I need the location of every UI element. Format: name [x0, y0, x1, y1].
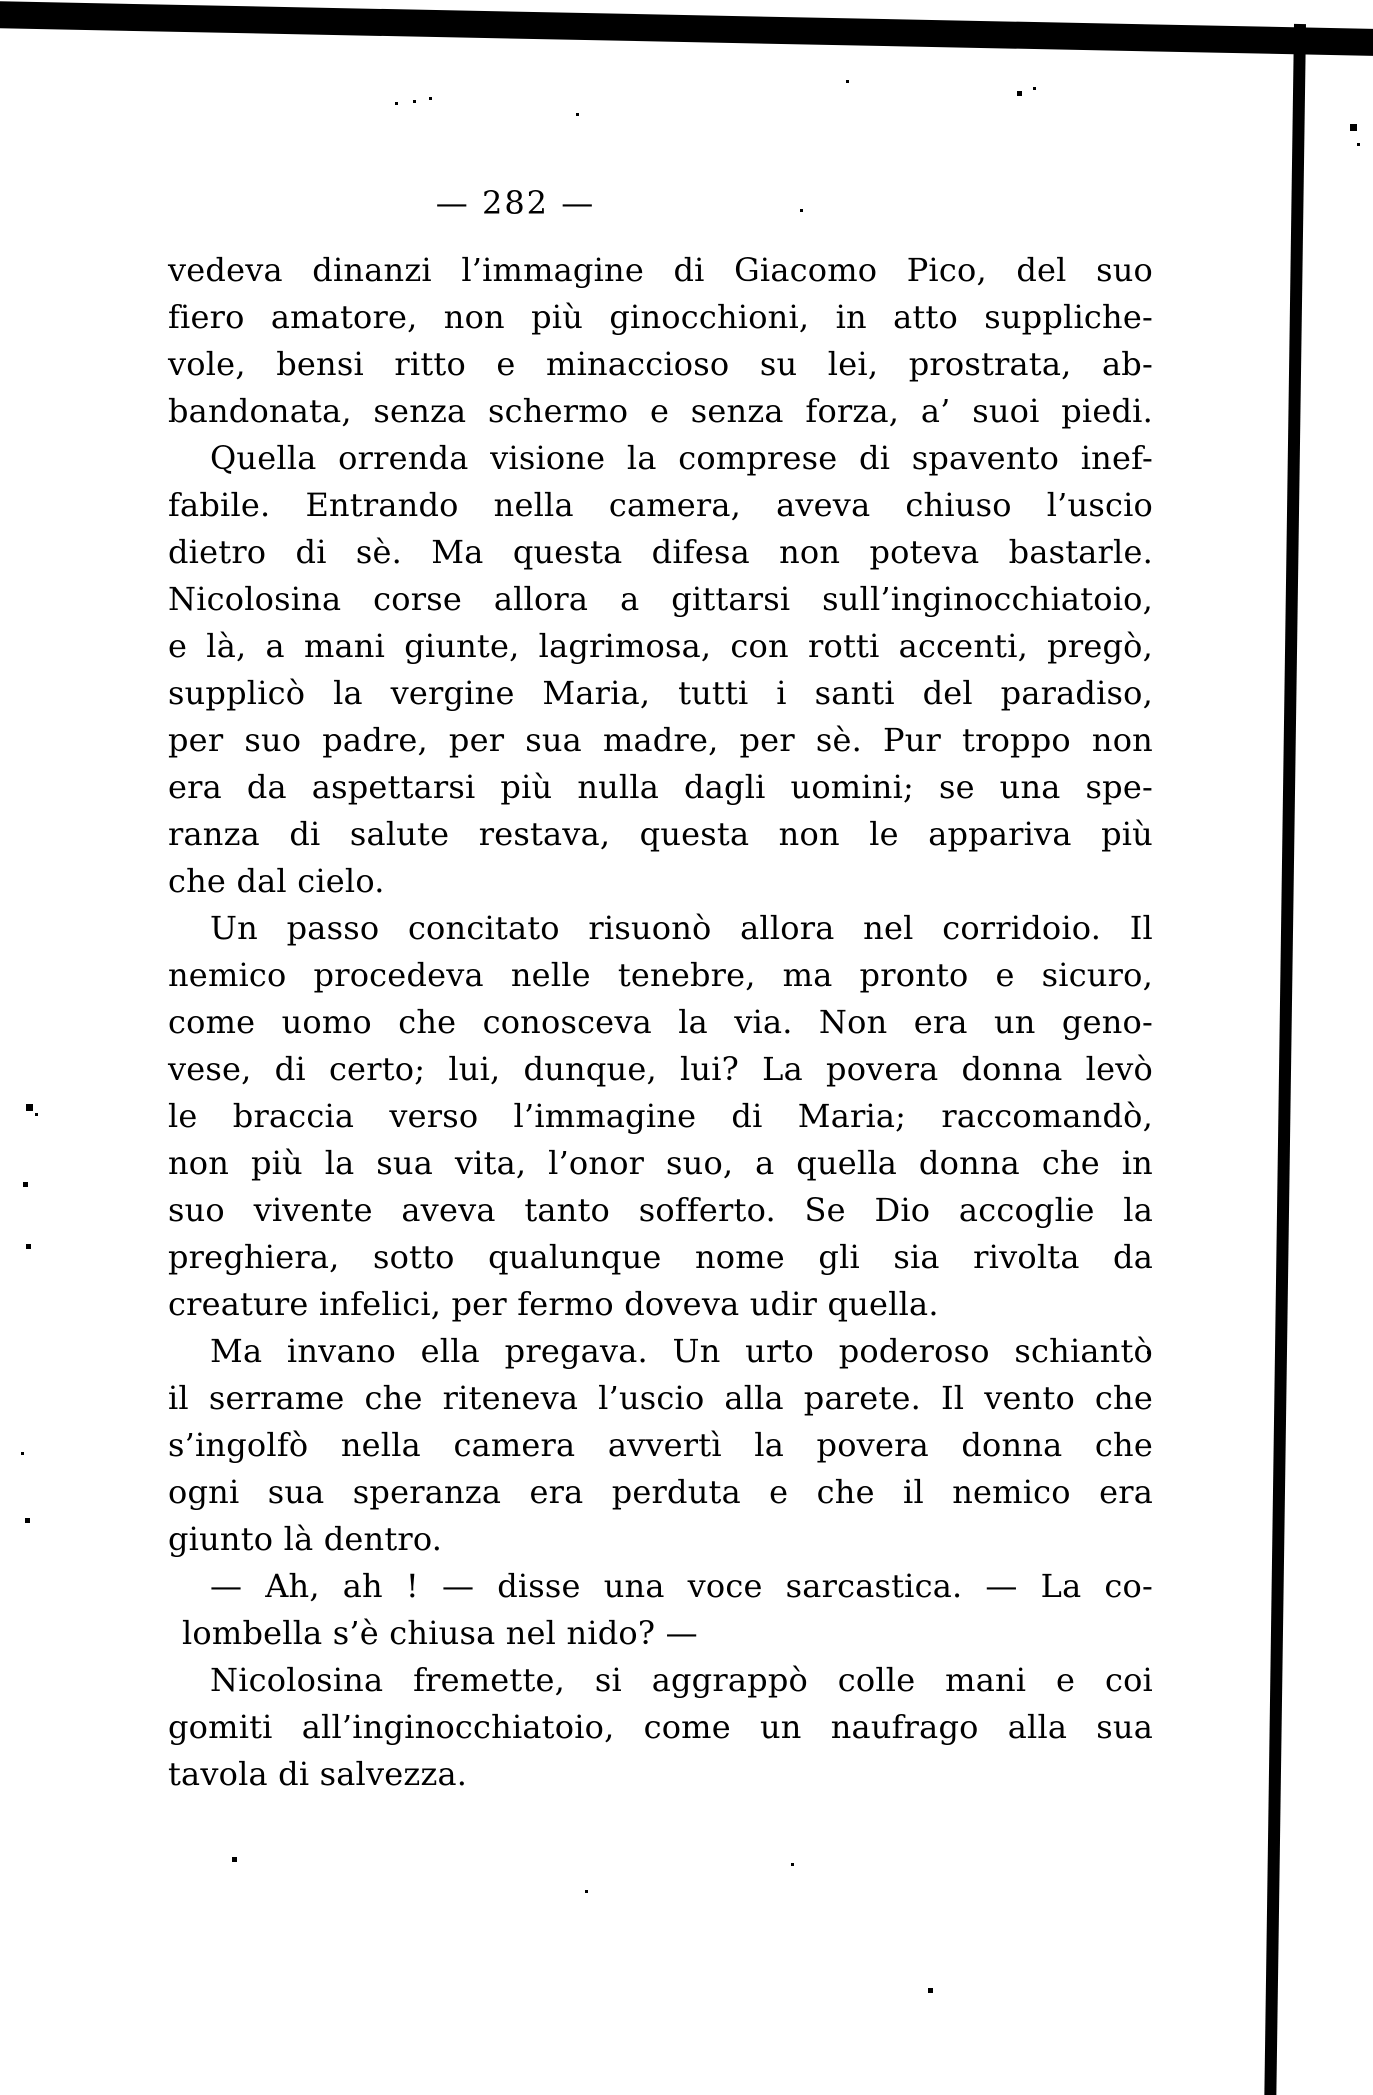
text-line: dietro di sè. Ma questa difesa non poteva bastarle. — [168, 533, 1153, 571]
text-line: fabile. Entrando nella camera, aveva chiuso l’uscio — [168, 486, 1153, 524]
text-line: Nicolosina corse allora a gittarsi sull’inginocchiatoio, — [168, 580, 1153, 618]
paragraph — [168, 1657, 1153, 1798]
text-line: che dal cielo. — [168, 862, 385, 900]
paragraph — [168, 1328, 1153, 1563]
text-line: vese, di certo; lui, dunque, lui? La povera donna levò — [168, 1050, 1153, 1088]
text-line: e là, a mani giunte, lagrimosa, con rotti accenti, pregò, — [168, 627, 1153, 665]
text-line: Un passo concitato risuonò allora nel corridoio. Il — [210, 909, 1153, 947]
text-line: — Ah, ah ! — disse una voce sarcastica. — La co- — [210, 1567, 1153, 1605]
paragraph — [168, 1563, 1153, 1657]
text-line: bandonata, senza schermo e senza forza, a’ suoi piedi. — [168, 392, 1153, 430]
text-line: preghiera, sotto qualunque nome gli sia rivolta da — [168, 1238, 1153, 1276]
text-line: ranza di salute restava, questa non le appariva più — [168, 815, 1153, 853]
text-line: suo vivente aveva tanto sofferto. Se Dio accoglie la — [168, 1191, 1153, 1229]
text-line: s’ingolfò nella camera avvertì la povera donna che — [168, 1426, 1153, 1464]
text-line: tavola di salvezza. — [168, 1755, 468, 1793]
paragraph — [168, 247, 1153, 435]
text-line: nemico procedeva nelle tenebre, ma pronto e sicuro, — [168, 956, 1153, 994]
text-line: supplicò la vergine Maria, tutti i santi del paradiso, — [168, 674, 1153, 712]
text-line: vole, bensi ritto e minaccioso su lei, prostrata, ab- — [168, 345, 1153, 383]
text-line: come uomo che conosceva la via. Non era un geno- — [168, 1003, 1153, 1041]
text-line: giunto là dentro. — [168, 1520, 443, 1558]
page-number: — 282 — — [435, 184, 596, 222]
text-line: fiero amatore, non più ginocchioni, in atto suppliche- — [168, 298, 1153, 336]
scan-top-edge — [0, 1, 1373, 56]
scan-noise-specks — [0, 0, 3, 3]
paragraph — [168, 905, 1153, 1328]
text-line: creature infelici, per fermo doveva udir quella. — [168, 1285, 939, 1323]
paragraph — [168, 435, 1153, 905]
text-line: ogni sua speranza era perduta e che il nemico era — [168, 1473, 1153, 1511]
text-line: per suo padre, per sua madre, per sè. Pur troppo non — [168, 721, 1153, 759]
text-line: gomiti all’inginocchiatoio, come un naufrago alla sua — [168, 1708, 1153, 1746]
text-line: era da aspettarsi più nulla dagli uomini; se una spe- — [168, 768, 1153, 806]
text-line: non più la sua vita, l’onor suo, a quella donna che in — [168, 1144, 1153, 1182]
scan-right-edge — [1264, 24, 1306, 2095]
text-line: Quella orrenda visione la comprese di spavento inef- — [210, 439, 1153, 477]
text-line: Nicolosina fremette, si aggrappò colle mani e coi — [210, 1661, 1153, 1699]
text-line: il serrame che riteneva l’uscio alla parete. Il vento che — [168, 1379, 1153, 1417]
text-line: vedeva dinanzi l’immagine di Giacomo Pico, del suo — [168, 251, 1153, 289]
text-line: Ma invano ella pregava. Un urto poderoso schiantò — [210, 1332, 1153, 1370]
text-block — [168, 247, 1153, 1798]
text-line: lombella s’è chiusa nel nido? — — [182, 1614, 698, 1652]
text-line: le braccia verso l’immagine di Maria; raccomandò, — [168, 1097, 1153, 1135]
